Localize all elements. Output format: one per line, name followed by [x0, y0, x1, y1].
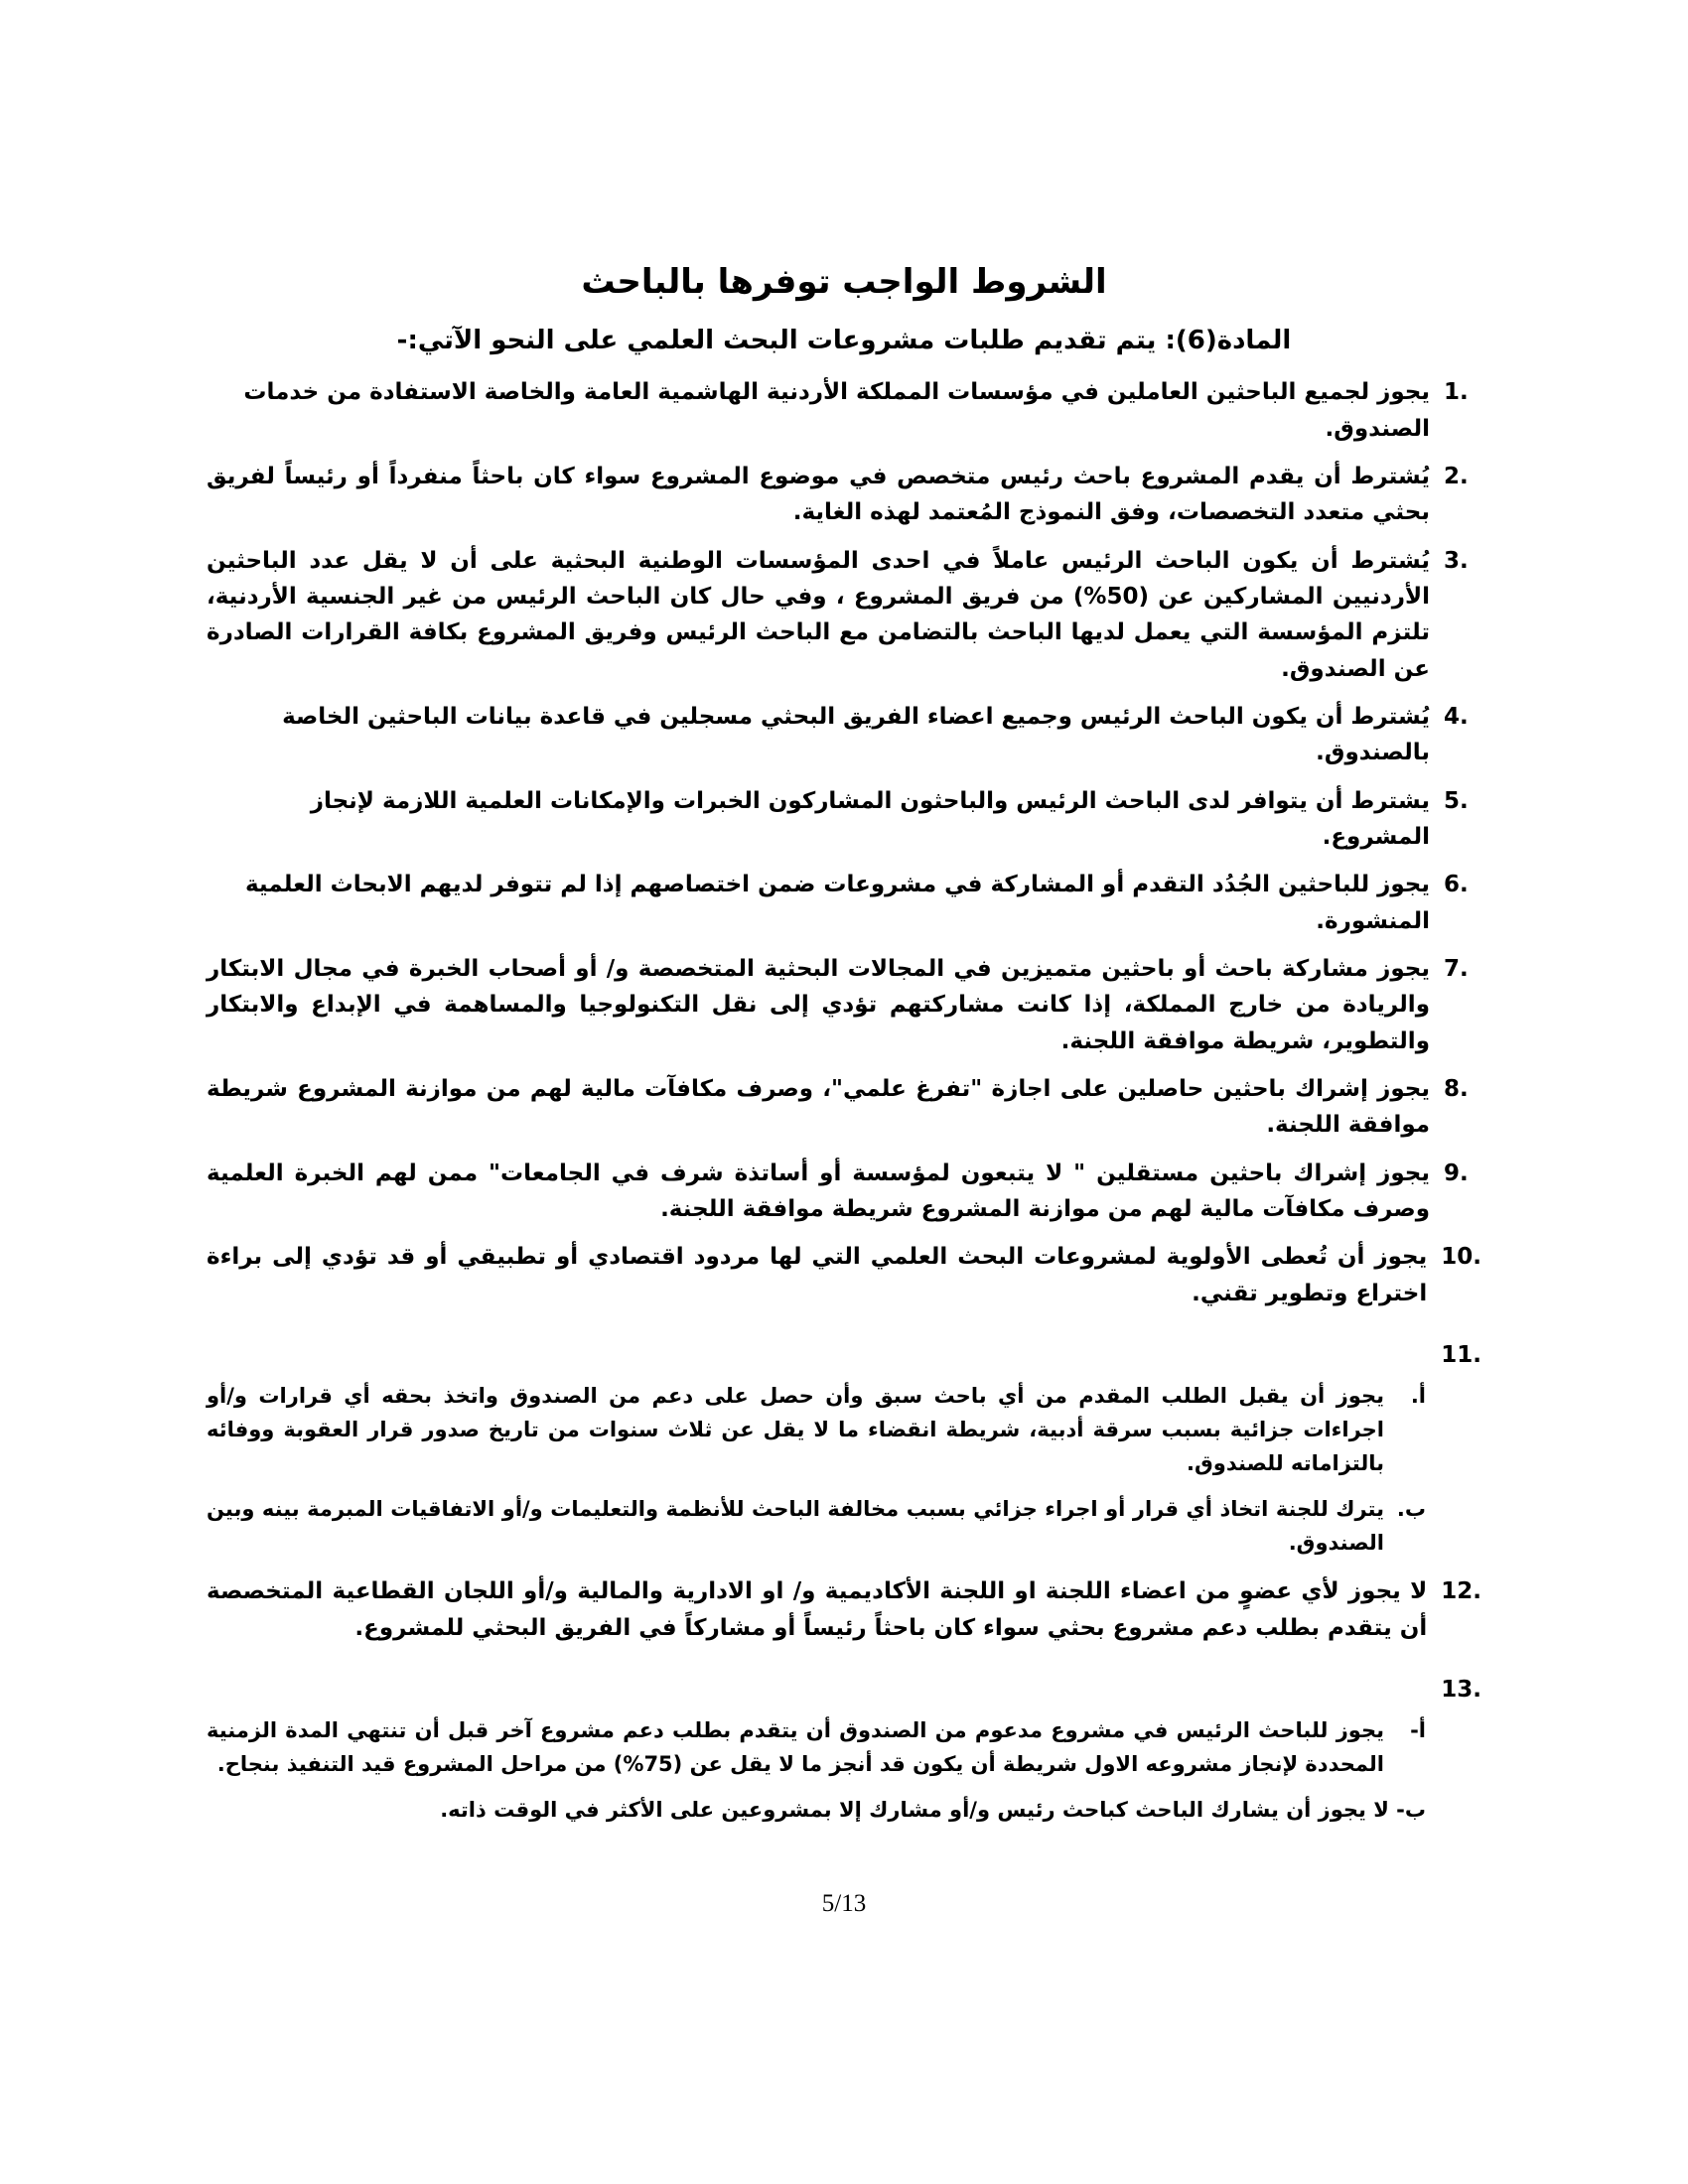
document-content: [207, 260, 1481, 1841]
list-item: [207, 867, 1481, 939]
sub-list-item-text: ب- لا يجوز أن يشارك الباحث كباحث رئيس و/أو مشارك إلا بمشروعين على الأكثر في الوقت ذاته.: [440, 1798, 1426, 1823]
sub-list-item-label: أ.: [1410, 1384, 1426, 1409]
list-item-text: يشترط أن يتوافر لدى الباحث الرئيس والباحثون المشاركون الخبرات والإمكانات العلمية اللازمة لإنجاز المشروع.: [310, 787, 1430, 850]
list-item-text: يجوز لجميع الباحثين العاملين في مؤسسات المملكة الأردنية الهاشمية العامة والخاصة الاستفادة من خدمات الصندوق.: [243, 379, 1430, 442]
list-item: [207, 1239, 1481, 1311]
list-item-number: .11: [1441, 1341, 1481, 1368]
list-item-text: يجوز إشراك باحثين مستقلين " لا يتبعون لمؤسسة أو أساتذة شرف في الجامعات" ممن لهم الخبرة العلمية وصرف مكافآت مالية لهم من موازنة المشروع شريطة موافقة اللجنة.: [207, 1160, 1430, 1222]
sub-list-item: [207, 1793, 1426, 1827]
page-number-footer: 5/13: [821, 1890, 867, 1917]
list-item-text: يجوز مشاركة باحث أو باحثين متميزين في المجالات البحثية المتخصصة و/ أو أصحاب الخبرة في مجال الابتكار والريادة من خارج المملكة، إذا كانت مشاركتهم تؤدي إلى نقل التكنولوجيا والمساهمة في الإبداع والابتكار والتطوير، شريطة موافقة اللجنة.: [207, 955, 1430, 1054]
list-item-number: .6: [1444, 872, 1469, 898]
list-item-number: .4: [1444, 703, 1469, 730]
sub-list-11: [207, 1379, 1481, 1560]
vertical-spacer: [207, 1323, 1481, 1337]
list-item-number: .7: [1444, 955, 1469, 982]
list-item: [207, 543, 1481, 687]
list-item-number: .3: [1444, 547, 1469, 574]
list-item: [207, 1337, 1481, 1373]
list-item-text: يجوز أن تُعطى الأولوية لمشروعات البحث العلمي التي لها مردود اقتصادي أو تطبيقي أو قد تؤدي إلى براءة اختراع وتطوير تقني.: [207, 1244, 1428, 1306]
article-heading: المادة(6): يتم تقديم طلبات مشروعات البحث العلمي على النحو الآتي:-: [396, 326, 1292, 356]
list-item-text: يجوز إشراك باحثين حاصلين على اجازة "تفرغ علمي"، وصرف مكافآت مالية لهم من موازنة المشروع شريطة موافقة اللجنة.: [207, 1075, 1430, 1139]
sub-list-item-text: يجوز للباحث الرئيس في مشروع مدعوم من الصندوق أن يتقدم بطلب دعم مشروع آخر قبل أن تنتهي المدة الزمنية المحددة لإنجاز مشروعه الاول شريطة أن يكون قد أنجز ما لا يقل عن (75%) من مراحل المشروع قيد التنفيذ بنجاح.: [207, 1718, 1384, 1777]
page-title: الشروط الواجب توفرها بالباحث: [581, 262, 1107, 302]
list-item: [207, 1156, 1481, 1228]
list-item-text: يُشترط أن يكون الباحث الرئيس وجميع اعضاء الفريق البحثي مسجلين في قاعدة بيانات الباحثين الخاصة بالصندوق.: [282, 703, 1430, 766]
list-item-number: .13: [1441, 1676, 1481, 1703]
list-item: [207, 699, 1481, 771]
list-item: [207, 1573, 1481, 1646]
sub-list-item: [207, 1713, 1426, 1781]
list-item-number: .9: [1444, 1160, 1469, 1186]
list-item: [207, 459, 1481, 531]
sub-list-13: [207, 1713, 1481, 1827]
list-item-number: .10: [1441, 1244, 1481, 1271]
list-item: [207, 374, 1481, 447]
list-item: [207, 1672, 1481, 1707]
list-item: [207, 1071, 1481, 1144]
list-item-text: يُشترط أن يقدم المشروع باحث رئيس متخصص في موضوع المشروع سواء كان باحثاً منفرداً أو رئيساً لفريق بحثي متعدد التخصصات، وفق النموذج المُعتمد لهذه الغاية.: [207, 463, 1430, 526]
list-item-number: .8: [1444, 1075, 1469, 1102]
list-item-number: .1: [1444, 379, 1469, 406]
vertical-spacer: [207, 1658, 1481, 1672]
sub-list-item-text: يترك للجنة اتخاذ أي قرار أو اجراء جزائي بسبب مخالفة الباحث للأنظمة والتعليمات و/أو الاتفاقيات المبرمة بينه وبين الصندوق.: [207, 1497, 1384, 1556]
list-item-text: يُشترط أن يكون الباحث الرئيس عاملاً في احدى المؤسسات الوطنية البحثية على أن لا يقل عدد الباحثين الأردنيين المشاركين عن (50%) من فريق المشروع ، وفي حال كان الباحث الرئيس من غير الجنسية الأردنية، تلتزم المؤسسة التي يعمل لديها الباحث بالتضامن مع الباحث الرئيس وفريق المشروع بكافة القرارات الصادرة عن الصندوق.: [207, 547, 1430, 682]
sub-list-item: [207, 1379, 1426, 1480]
list-item-text: لا يجوز لأي عضوٍ من اعضاء اللجنة او اللجنة الأكاديمية و/ او الادارية والمالية و/أو اللجان القطاعية المتخصصة أن يتقدم بطلب دعم مشروع بحثي سواء كان باحثاً رئيساً أو مشاركاً في الفريق البحثي للمشروع.: [207, 1578, 1428, 1641]
sub-list-item-label: ب.: [1396, 1497, 1426, 1522]
sub-list-item-label: أ-: [1410, 1718, 1426, 1743]
sub-list-item-text: يجوز أن يقبل الطلب المقدم من أي باحث سبق وأن حصل على دعم من الصندوق واتخذ بحقه أي قرارات و/أو اجراءات جزائية بسبب سرقة أدبية، شريطة انقضاء ما لا يقل عن ثلاث سنوات من تاريخ صدور قرار العقوبة ووفائه بالتزاماته للصندوق.: [207, 1384, 1384, 1476]
list-item-number: .2: [1444, 463, 1469, 489]
list-item: [207, 951, 1481, 1059]
list-item-text: [207, 1672, 1427, 1680]
list-item-text: [207, 1337, 1427, 1345]
conditions-list: [207, 374, 1481, 1827]
list-item-number: .5: [1444, 787, 1469, 814]
list-item: [207, 783, 1481, 856]
sub-list-item: [207, 1492, 1426, 1560]
list-item-number: .12: [1441, 1578, 1481, 1605]
list-item-text: يجوز للباحثين الجُدُد التقدم أو المشاركة في مشروعات ضمن اختصاصهم إذا لم تتوفر لديهم الابحاث العلمية المنشورة.: [244, 872, 1430, 934]
